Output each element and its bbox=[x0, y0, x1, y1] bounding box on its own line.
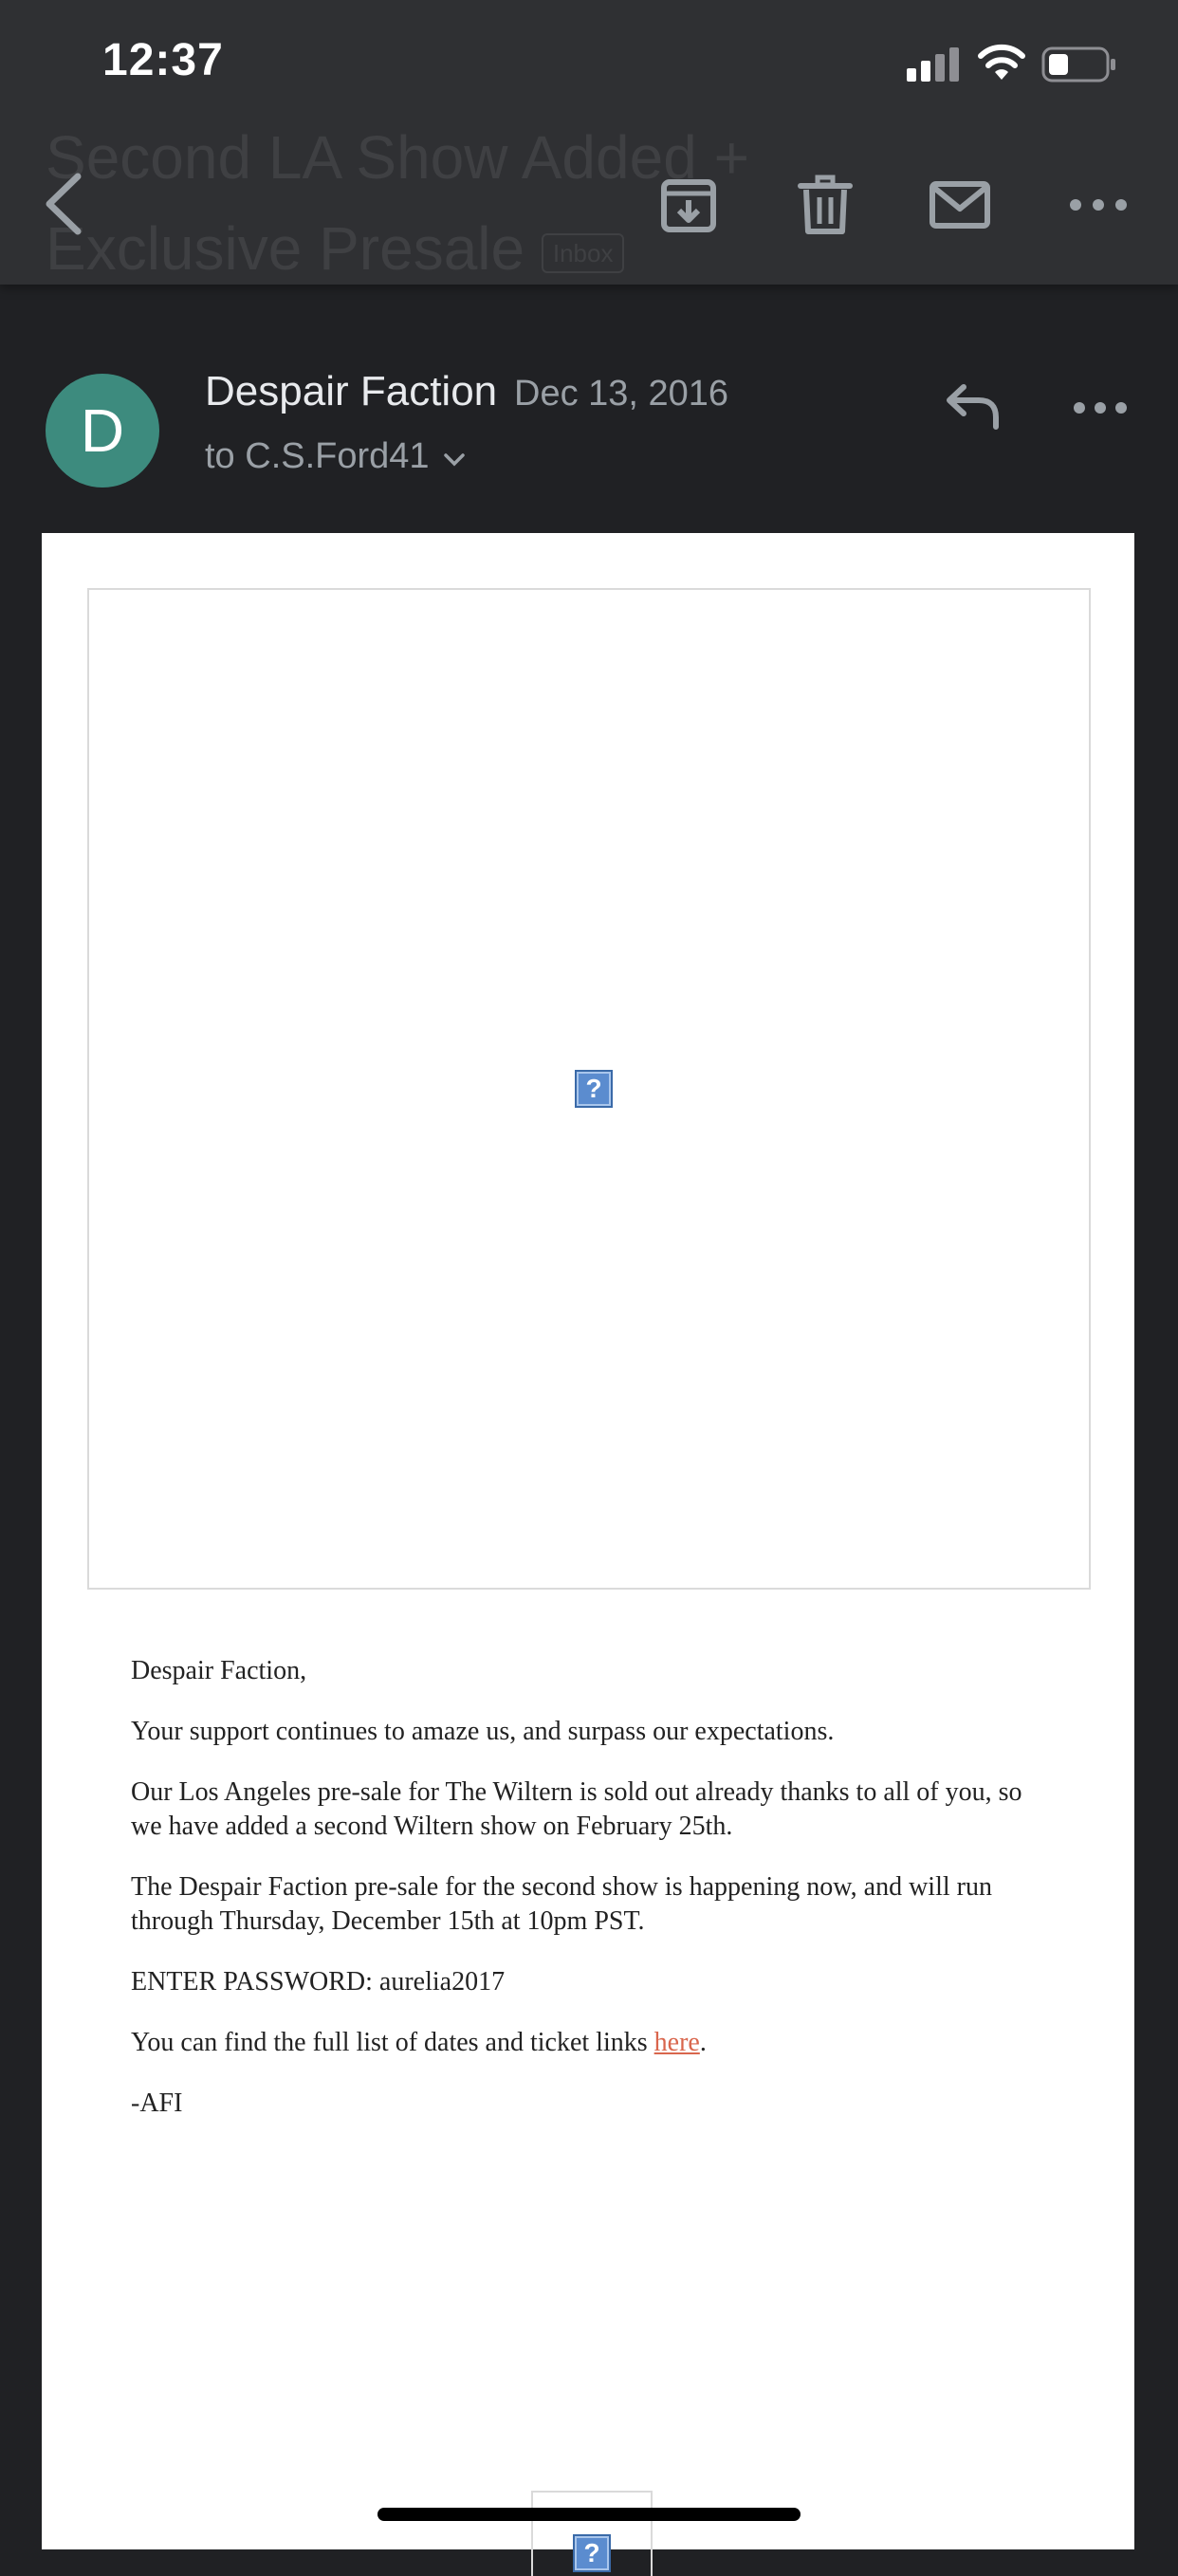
home-indicator[interactable] bbox=[377, 2508, 801, 2521]
sent-date: Dec 13, 2016 bbox=[514, 374, 729, 414]
broken-image-icon: ? bbox=[573, 2534, 611, 2572]
status-time: 12:37 bbox=[102, 35, 224, 85]
reply-button[interactable] bbox=[945, 381, 1002, 431]
faded-subject-title: Second LA Show Added + Exclusive Presale Inbox bbox=[46, 123, 749, 283]
message-text bbox=[131, 1654, 1032, 2147]
back-button[interactable] bbox=[42, 173, 83, 235]
battery-icon bbox=[1041, 46, 1117, 83]
sender-name: Despair Faction bbox=[205, 368, 498, 414]
message-more-button[interactable] bbox=[1072, 389, 1129, 427]
signoff: -AFI bbox=[131, 2088, 183, 2118]
archive-button[interactable] bbox=[658, 175, 719, 235]
recipient-details-toggle[interactable] bbox=[205, 436, 466, 477]
password-line: ENTER PASSWORD: aurelia2017 bbox=[131, 1967, 506, 1996]
mark-unread-button[interactable] bbox=[930, 175, 990, 235]
links-line: You can find the full list of dates and ticket links here. bbox=[131, 2028, 707, 2057]
paragraph-wiltern: Our Los Angeles pre-sale for The Wiltern is sold out already thanks to all of you, so we have added a second Wiltern show on February 25th. bbox=[131, 1777, 1022, 1841]
recipient-label: to C.S.Ford41 bbox=[205, 436, 430, 476]
inbox-label-badge: Inbox bbox=[542, 233, 625, 273]
more-options-button[interactable] bbox=[1068, 175, 1129, 235]
paragraph-presale: The Despair Faction pre-sale for the second show is happening now, and will run through Thursday, December 15th at 10pm PST. bbox=[131, 1872, 992, 1936]
here-link[interactable]: here bbox=[653, 2028, 700, 2057]
paragraph-support: Your support continues to amaze us, and surpass our expectations. bbox=[131, 1717, 835, 1746]
chevron-down-icon bbox=[443, 452, 466, 468]
wifi-icon bbox=[977, 42, 1026, 82]
broken-image-icon: ? bbox=[575, 1070, 613, 1108]
email-body bbox=[42, 533, 1134, 2567]
header-image-placeholder bbox=[87, 588, 1091, 1590]
footer-image-placeholder bbox=[531, 2491, 653, 2576]
sender-avatar: D bbox=[46, 374, 159, 488]
greeting: Despair Faction, bbox=[131, 1656, 307, 1685]
top-app-bar bbox=[0, 0, 1178, 285]
delete-button[interactable] bbox=[795, 175, 856, 235]
cellular-signal-icon bbox=[907, 47, 960, 82]
